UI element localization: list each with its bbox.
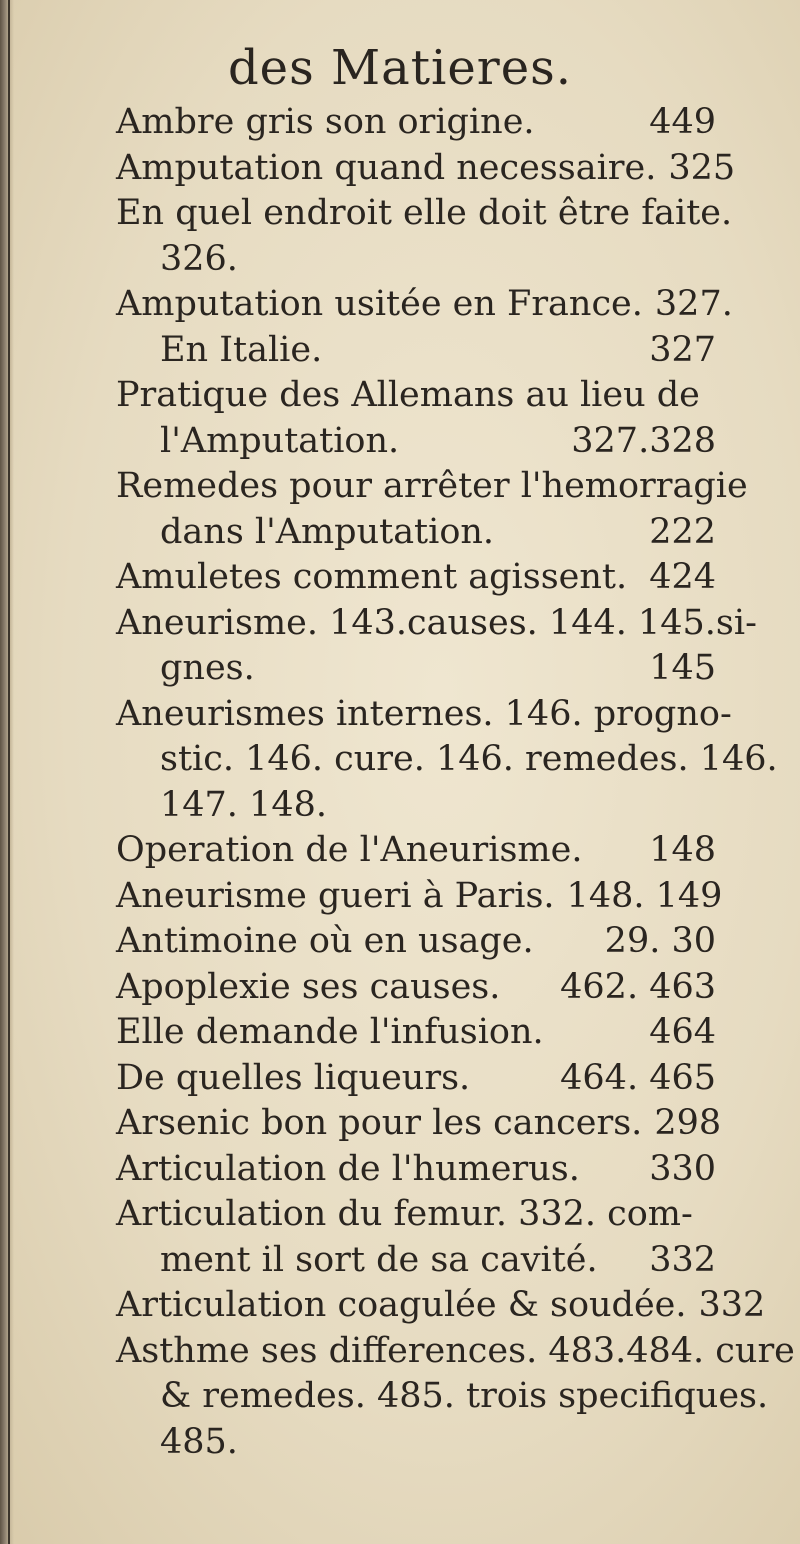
page-reference: 424 [649,557,716,597]
page-reference: 449 [649,102,716,142]
index-entries [116,100,795,1465]
index-line [116,510,716,556]
index-line [116,191,733,237]
index-line [116,737,778,783]
index-line [116,419,716,465]
entry-text: En Italie. [160,329,323,370]
page-reference: 145 [649,648,716,688]
entry-text: Aneurisme. 143.causes. 144. 145.si- [116,602,757,643]
page-reference: 148 [649,830,716,870]
index-line [116,919,716,965]
index-line [116,601,757,647]
index-line [116,555,716,601]
entry-text: Antimoine où en usage. [116,921,534,961]
entry-text: Articulation de l'humerus. [116,1148,580,1189]
page-reference: 464 [649,1012,716,1052]
page-reference: 332 [649,1239,716,1280]
entry-text: Arsenic bon pour les cancers. [116,1103,643,1143]
entry-text: Pratique des Allemans au lieu de [116,375,700,415]
index-line [116,1374,769,1420]
entry-text: ment il sort de sa cavité. [160,1239,598,1280]
index-line [116,237,716,283]
entry-text: & remedes. 485. trois specifiques. [160,1376,769,1416]
entry-text: Amuletes comment agissent. [116,557,628,597]
binding-shadow [0,0,14,1544]
index-line [116,1101,722,1147]
index-line [116,692,732,738]
index-line [116,328,716,374]
page-reference: 332 [698,1285,766,1325]
page-edge-line [8,0,10,1544]
page-reference: 327.328 [571,420,716,461]
index-line [116,1420,716,1466]
index-line [116,828,716,874]
index-line [116,146,736,192]
entry-text: Operation de l'Aneurisme. [116,830,583,870]
entry-text: Apoplexie ses causes. [116,966,501,1007]
index-line [116,464,748,510]
page-reference: 325 [668,147,736,188]
index-line [116,1192,716,1238]
index-line [116,1147,716,1193]
entry-text: gnes. [160,648,255,688]
page-reference: 464. 465 [560,1057,716,1098]
entry-text: Articulation coagulée & soudée. [116,1285,687,1325]
entry-text: l'Amputation. [160,420,400,461]
entry-text: Asthme ses differences. 483.484. cure [116,1330,795,1371]
index-line [116,1329,795,1375]
entry-text: stic. 146. cure. 146. remedes. 146. [160,739,778,779]
index-line [116,373,716,419]
index-line [116,1056,716,1102]
index-line [116,100,716,146]
index-line [116,965,716,1011]
entry-text: Amputation quand necessaire. [116,147,657,188]
page-reference: 327. [654,284,733,324]
page-reference: 298 [654,1103,722,1143]
entry-text: 485. [160,1421,238,1462]
entry-text: dans l'Amputation. [160,511,495,552]
page-reference: 327 [649,329,716,370]
index-line [116,646,716,692]
running-header: des Matieres. [227,40,573,96]
entry-text: Ambre gris son origine. [116,102,535,142]
page-reference: 29. 30 [604,921,716,961]
entry-text: 326. [160,238,238,279]
entry-text: Articulation du femur. 332. com- [116,1194,693,1234]
entry-text: Aneurismes internes. 146. progno- [116,693,732,734]
index-line [116,1283,766,1329]
index-line [116,874,723,920]
page-reference: 148. 149 [566,875,723,916]
index-line [116,1010,716,1056]
entry-text: Aneurisme gueri à Paris. [116,875,555,916]
entry-text: Amputation usitée en France. [116,284,643,324]
index-line [116,282,733,328]
index-line [116,783,716,829]
entry-text: Remedes pour arrêter l'hemorragie [116,466,748,506]
index-line [116,1238,716,1284]
entry-text: De quelles liqueurs. [116,1057,471,1098]
page-reference: 330 [649,1148,716,1189]
page-reference: 222 [649,511,716,552]
page-reference: 462. 463 [560,966,716,1007]
entry-text: Elle demande l'infusion. [116,1012,544,1052]
entry-text: 147. 148. [160,784,327,825]
entry-text: En quel endroit elle doit être faite. [116,193,733,233]
